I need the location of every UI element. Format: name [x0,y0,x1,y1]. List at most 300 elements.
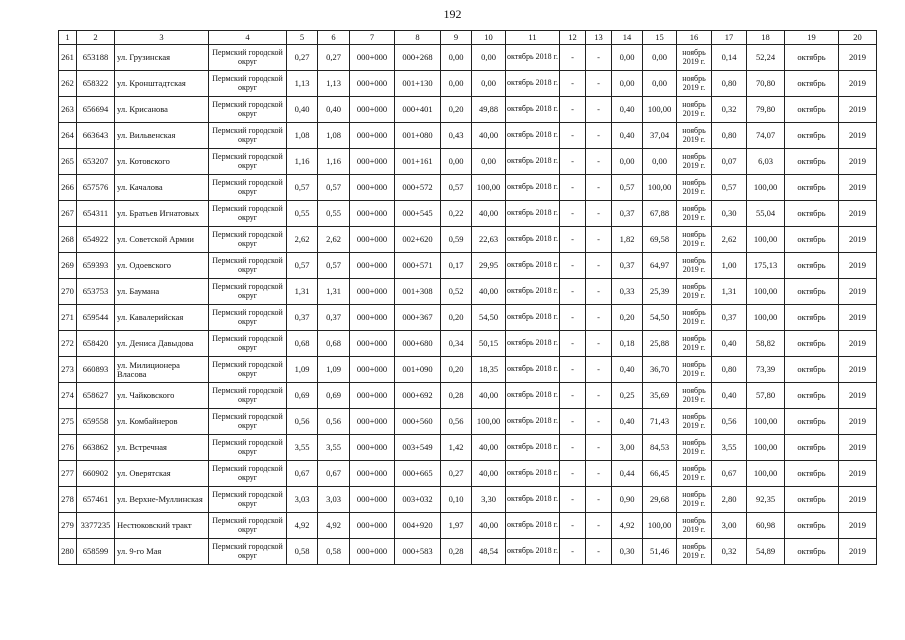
col-13: - [586,357,612,383]
repaired-km-2019: 4,92 [612,513,643,539]
table-row [59,97,877,123]
end-chainage: 000+545 [395,201,441,227]
row-number: 264 [59,123,77,149]
planned-pct: 100,00 [747,435,785,461]
repaired-km-2019: 0,00 [612,71,643,97]
completion-year: 2019 [839,71,877,97]
table-row [59,71,877,97]
municipality: Пермский городской округ [209,487,287,513]
repaired-km-2018: 0,28 [441,383,472,409]
road-code: 656694 [77,97,115,123]
row-number: 276 [59,435,77,461]
road-code: 660902 [77,461,115,487]
col-13: - [586,487,612,513]
table-row [59,201,877,227]
completion-month: октябрь [785,253,839,279]
end-chainage: 003+032 [395,487,441,513]
planned-pct: 100,00 [747,305,785,331]
completion-year: 2019 [839,201,877,227]
planned-km: 0,07 [712,149,747,175]
deadline-2019: ноябрь 2019 г. [677,279,712,305]
street-name: ул. Чайковского [115,383,209,409]
row-number: 265 [59,149,77,175]
deadline-2019: ноябрь 2019 г. [677,227,712,253]
repaired-pct-2018: 40,00 [472,279,506,305]
repaired-pct-2019: 54,50 [643,305,677,331]
repaired-pct-2019: 0,00 [643,45,677,71]
planned-km: 0,37 [712,305,747,331]
completion-year: 2019 [839,149,877,175]
col-13: - [586,305,612,331]
column-number: 17 [712,31,747,45]
completion-month: октябрь [785,279,839,305]
completion-year: 2019 [839,539,877,565]
length-total: 4,92 [287,513,318,539]
deadline-2018: октябрь 2018 г. [506,539,560,565]
repaired-km-2019: 0,00 [612,45,643,71]
completion-year: 2019 [839,227,877,253]
end-chainage: 001+308 [395,279,441,305]
column-number: 5 [287,31,318,45]
deadline-2018: октябрь 2018 г. [506,227,560,253]
start-chainage: 000+000 [350,253,395,279]
table-row [59,45,877,71]
deadline-2019: ноябрь 2019 г. [677,123,712,149]
planned-pct: 79,80 [747,97,785,123]
column-number: 10 [472,31,506,45]
planned-km: 0,57 [712,175,747,201]
col-13: - [586,201,612,227]
end-chainage: 000+571 [395,253,441,279]
length-km: 0,56 [318,409,350,435]
planned-km: 1,31 [712,279,747,305]
table-row [59,461,877,487]
street-name: ул. Дениса Давыдова [115,331,209,357]
end-chainage: 004+920 [395,513,441,539]
deadline-2018: октябрь 2018 г. [506,383,560,409]
column-number: 18 [747,31,785,45]
col-12: - [560,357,586,383]
planned-km: 3,00 [712,513,747,539]
planned-km: 0,40 [712,331,747,357]
end-chainage: 000+572 [395,175,441,201]
repaired-km-2019: 0,18 [612,331,643,357]
road-code: 653188 [77,45,115,71]
planned-pct: 70,80 [747,71,785,97]
repaired-km-2018: 0,27 [441,461,472,487]
length-km: 0,68 [318,331,350,357]
repaired-km-2018: 0,57 [441,175,472,201]
column-number: 20 [839,31,877,45]
deadline-2019: ноябрь 2019 г. [677,201,712,227]
table-row [59,409,877,435]
road-code: 660893 [77,357,115,383]
planned-km: 1,00 [712,253,747,279]
length-km: 0,67 [318,461,350,487]
length-km: 0,57 [318,175,350,201]
row-number: 268 [59,227,77,253]
repaired-pct-2019: 100,00 [643,175,677,201]
road-code: 663862 [77,435,115,461]
planned-pct: 92,35 [747,487,785,513]
completion-year: 2019 [839,435,877,461]
planned-pct: 100,00 [747,279,785,305]
deadline-2019: ноябрь 2019 г. [677,539,712,565]
street-name: ул. Баумана [115,279,209,305]
length-km: 0,27 [318,45,350,71]
planned-pct: 52,24 [747,45,785,71]
completion-year: 2019 [839,409,877,435]
row-number: 280 [59,539,77,565]
repaired-km-2019: 0,40 [612,123,643,149]
col-12: - [560,539,586,565]
end-chainage: 000+560 [395,409,441,435]
municipality: Пермский городской округ [209,331,287,357]
column-number: 13 [586,31,612,45]
street-name: ул. 9-го Мая [115,539,209,565]
completion-month: октябрь [785,305,839,331]
start-chainage: 000+000 [350,227,395,253]
deadline-2019: ноябрь 2019 г. [677,409,712,435]
col-12: - [560,253,586,279]
length-km: 1,31 [318,279,350,305]
repaired-pct-2019: 64,97 [643,253,677,279]
length-km: 0,69 [318,383,350,409]
length-total: 0,55 [287,201,318,227]
table-row [59,331,877,357]
municipality: Пермский городской округ [209,357,287,383]
repaired-km-2018: 0,20 [441,305,472,331]
column-number: 15 [643,31,677,45]
end-chainage: 000+401 [395,97,441,123]
repaired-pct-2018: 50,15 [472,331,506,357]
length-km: 0,37 [318,305,350,331]
street-name: Нестюковский тракт [115,513,209,539]
col-13: - [586,123,612,149]
road-code: 658627 [77,383,115,409]
repaired-pct-2018: 40,00 [472,201,506,227]
repaired-pct-2019: 0,00 [643,71,677,97]
column-number: 4 [209,31,287,45]
table-row [59,227,877,253]
repaired-pct-2018: 40,00 [472,513,506,539]
start-chainage: 000+000 [350,357,395,383]
repaired-km-2019: 3,00 [612,435,643,461]
repaired-km-2018: 0,28 [441,539,472,565]
deadline-2019: ноябрь 2019 г. [677,331,712,357]
planned-km: 3,55 [712,435,747,461]
length-total: 3,55 [287,435,318,461]
col-13: - [586,409,612,435]
deadline-2019: ноябрь 2019 г. [677,97,712,123]
col-12: - [560,201,586,227]
deadline-2018: октябрь 2018 г. [506,409,560,435]
length-km: 0,55 [318,201,350,227]
road-repair-table [58,30,877,565]
start-chainage: 000+000 [350,383,395,409]
repaired-km-2019: 0,90 [612,487,643,513]
col-13: - [586,45,612,71]
repaired-km-2019: 0,57 [612,175,643,201]
table-row [59,149,877,175]
col-12: - [560,45,586,71]
row-number: 277 [59,461,77,487]
length-total: 1,08 [287,123,318,149]
repaired-km-2018: 0,59 [441,227,472,253]
col-13: - [586,253,612,279]
row-number: 278 [59,487,77,513]
planned-km: 0,56 [712,409,747,435]
end-chainage: 001+161 [395,149,441,175]
municipality: Пермский городской округ [209,461,287,487]
deadline-2018: октябрь 2018 г. [506,123,560,149]
start-chainage: 000+000 [350,201,395,227]
start-chainage: 000+000 [350,513,395,539]
repaired-km-2019: 0,33 [612,279,643,305]
repaired-pct-2018: 29,95 [472,253,506,279]
completion-month: октябрь [785,71,839,97]
municipality: Пермский городской округ [209,201,287,227]
planned-pct: 60,98 [747,513,785,539]
row-number: 263 [59,97,77,123]
road-code: 658420 [77,331,115,357]
street-name: ул. Грузинская [115,45,209,71]
column-number: 9 [441,31,472,45]
repaired-km-2018: 0,00 [441,71,472,97]
col-13: - [586,461,612,487]
length-km: 1,09 [318,357,350,383]
completion-year: 2019 [839,357,877,383]
start-chainage: 000+000 [350,71,395,97]
municipality: Пермский городской округ [209,253,287,279]
street-name: ул. Оверятская [115,461,209,487]
col-12: - [560,331,586,357]
column-number: 14 [612,31,643,45]
completion-month: октябрь [785,409,839,435]
deadline-2019: ноябрь 2019 г. [677,71,712,97]
repaired-km-2019: 0,40 [612,409,643,435]
municipality: Пермский городской округ [209,175,287,201]
repaired-pct-2018: 3,30 [472,487,506,513]
deadline-2018: октябрь 2018 г. [506,279,560,305]
repaired-pct-2018: 54,50 [472,305,506,331]
end-chainage: 000+367 [395,305,441,331]
planned-pct: 54,89 [747,539,785,565]
end-chainage: 001+130 [395,71,441,97]
street-name: ул. Милиционера Власова [115,357,209,383]
completion-month: октябрь [785,383,839,409]
road-code: 654311 [77,201,115,227]
deadline-2019: ноябрь 2019 г. [677,45,712,71]
repaired-pct-2018: 100,00 [472,409,506,435]
municipality: Пермский городской округ [209,227,287,253]
repaired-km-2019: 0,40 [612,357,643,383]
repaired-km-2019: 0,44 [612,461,643,487]
repaired-km-2019: 0,40 [612,97,643,123]
row-number: 272 [59,331,77,357]
planned-pct: 175,13 [747,253,785,279]
repaired-km-2018: 1,42 [441,435,472,461]
start-chainage: 000+000 [350,279,395,305]
length-km: 3,03 [318,487,350,513]
deadline-2018: октябрь 2018 г. [506,513,560,539]
table-row [59,305,877,331]
completion-month: октябрь [785,539,839,565]
repaired-km-2018: 0,22 [441,201,472,227]
deadline-2019: ноябрь 2019 г. [677,513,712,539]
table-row [59,435,877,461]
col-12: - [560,461,586,487]
end-chainage: 000+692 [395,383,441,409]
road-code: 658322 [77,71,115,97]
repaired-pct-2018: 0,00 [472,45,506,71]
table-row [59,253,877,279]
length-total: 0,40 [287,97,318,123]
planned-pct: 100,00 [747,409,785,435]
column-number: 11 [506,31,560,45]
length-total: 3,03 [287,487,318,513]
length-total: 0,58 [287,539,318,565]
length-km: 1,13 [318,71,350,97]
start-chainage: 000+000 [350,487,395,513]
column-number: 16 [677,31,712,45]
end-chainage: 001+080 [395,123,441,149]
row-number: 273 [59,357,77,383]
length-total: 0,27 [287,45,318,71]
planned-km: 0,32 [712,539,747,565]
col-13: - [586,279,612,305]
deadline-2019: ноябрь 2019 г. [677,357,712,383]
repaired-km-2018: 0,34 [441,331,472,357]
municipality: Пермский городской округ [209,513,287,539]
col-13: - [586,71,612,97]
length-km: 1,16 [318,149,350,175]
column-number: 1 [59,31,77,45]
road-code: 653753 [77,279,115,305]
completion-month: октябрь [785,123,839,149]
col-12: - [560,123,586,149]
street-name: ул. Братьев Игнатовых [115,201,209,227]
repaired-pct-2019: 71,43 [643,409,677,435]
length-total: 1,13 [287,71,318,97]
planned-pct: 57,80 [747,383,785,409]
municipality: Пермский городской округ [209,409,287,435]
row-number: 267 [59,201,77,227]
planned-km: 2,80 [712,487,747,513]
deadline-2019: ноябрь 2019 г. [677,435,712,461]
deadline-2019: ноябрь 2019 г. [677,487,712,513]
repaired-km-2018: 0,00 [441,149,472,175]
column-number: 8 [395,31,441,45]
length-total: 1,31 [287,279,318,305]
repaired-pct-2018: 40,00 [472,383,506,409]
deadline-2018: октябрь 2018 г. [506,305,560,331]
completion-year: 2019 [839,383,877,409]
planned-km: 0,40 [712,383,747,409]
completion-month: октябрь [785,97,839,123]
road-code: 657461 [77,487,115,513]
completion-month: октябрь [785,175,839,201]
completion-month: октябрь [785,201,839,227]
repaired-pct-2019: 25,39 [643,279,677,305]
repaired-km-2018: 0,56 [441,409,472,435]
repaired-pct-2019: 29,68 [643,487,677,513]
length-total: 0,56 [287,409,318,435]
planned-pct: 100,00 [747,227,785,253]
road-code: 659393 [77,253,115,279]
repaired-pct-2018: 40,00 [472,461,506,487]
deadline-2018: октябрь 2018 г. [506,45,560,71]
row-number: 269 [59,253,77,279]
repaired-km-2019: 0,25 [612,383,643,409]
completion-year: 2019 [839,487,877,513]
street-name: ул. Кронштадтская [115,71,209,97]
col-12: - [560,149,586,175]
column-number: 6 [318,31,350,45]
start-chainage: 000+000 [350,123,395,149]
street-name: ул. Верхне-Муллинская [115,487,209,513]
road-code: 3377235 [77,513,115,539]
repaired-km-2019: 0,00 [612,149,643,175]
col-12: - [560,97,586,123]
column-number: 2 [77,31,115,45]
table-row [59,279,877,305]
planned-pct: 58,82 [747,331,785,357]
completion-month: октябрь [785,227,839,253]
col-13: - [586,227,612,253]
planned-km: 0,80 [712,357,747,383]
deadline-2019: ноябрь 2019 г. [677,383,712,409]
municipality: Пермский городской округ [209,123,287,149]
length-total: 0,69 [287,383,318,409]
end-chainage: 003+549 [395,435,441,461]
length-km: 1,08 [318,123,350,149]
col-12: - [560,71,586,97]
completion-year: 2019 [839,513,877,539]
completion-year: 2019 [839,253,877,279]
deadline-2019: ноябрь 2019 г. [677,461,712,487]
planned-pct: 100,00 [747,461,785,487]
street-name: ул. Комбайнеров [115,409,209,435]
length-total: 0,37 [287,305,318,331]
table-row [59,539,877,565]
repaired-km-2018: 0,52 [441,279,472,305]
road-code: 658599 [77,539,115,565]
repaired-pct-2019: 66,45 [643,461,677,487]
municipality: Пермский городской округ [209,71,287,97]
completion-year: 2019 [839,279,877,305]
table-row [59,383,877,409]
planned-km: 0,30 [712,201,747,227]
start-chainage: 000+000 [350,45,395,71]
length-km: 3,55 [318,435,350,461]
street-name: ул. Кавалерийская [115,305,209,331]
repaired-pct-2019: 51,46 [643,539,677,565]
column-number: 3 [115,31,209,45]
repaired-km-2018: 0,43 [441,123,472,149]
length-total: 0,57 [287,253,318,279]
row-number: 271 [59,305,77,331]
municipality: Пермский городской округ [209,97,287,123]
municipality: Пермский городской округ [209,149,287,175]
length-km: 4,92 [318,513,350,539]
column-number-row [59,31,877,45]
completion-year: 2019 [839,175,877,201]
completion-year: 2019 [839,331,877,357]
repaired-pct-2019: 67,88 [643,201,677,227]
repaired-pct-2019: 69,58 [643,227,677,253]
completion-year: 2019 [839,305,877,331]
